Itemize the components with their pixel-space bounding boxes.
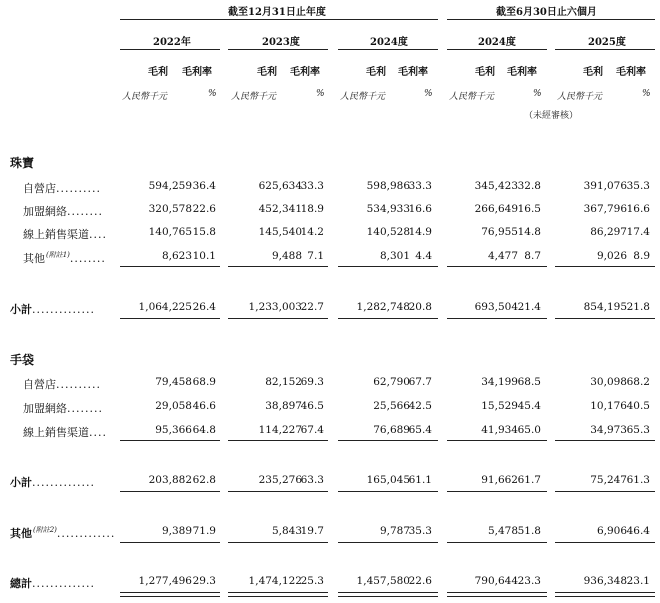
others-rule-5: [555, 542, 655, 543]
table-cell: 4,477: [487, 250, 518, 262]
footnote-ref: (附註1): [46, 251, 70, 260]
table-cell: 936,348: [583, 575, 627, 587]
table-cell: 594,259: [148, 180, 192, 192]
total-double-rule-2: [228, 592, 328, 597]
year-header-2023: 2023度: [262, 37, 300, 48]
subtotal-rule-2: [228, 266, 328, 267]
total-double-rule-3: [338, 592, 438, 597]
table-cell: 61.1: [408, 474, 432, 486]
col-header-margin: 毛利率: [507, 67, 537, 78]
table-cell: 91,662: [481, 474, 518, 486]
section-title: 手袋: [10, 353, 35, 367]
subtotal-under-rule-1: [120, 318, 220, 319]
total-double-rule-1: [120, 592, 220, 597]
subtotal-label-text: 小計: [10, 476, 32, 489]
year-rule-4: [447, 49, 547, 50]
table-cell: 67.4: [300, 424, 324, 436]
col-header-margin: 毛利率: [616, 67, 646, 78]
table-cell: 79,458: [155, 376, 192, 388]
col-header-margin: 毛利率: [290, 67, 320, 78]
table-cell: 71.9: [192, 525, 216, 537]
unit-percent: %: [424, 89, 433, 99]
subtotal-rule-3: [338, 440, 438, 441]
table-cell: 6,906: [596, 525, 627, 537]
table-cell: 34,199: [481, 376, 518, 388]
table-cell: 16.5: [517, 203, 541, 215]
table-cell: 33.3: [408, 180, 432, 192]
table-cell: 26.4: [192, 301, 216, 313]
period-six-month-header: 截至6月30日止六個月: [496, 7, 597, 18]
table-cell: 61.3: [626, 474, 650, 486]
table-cell: 68.2: [626, 376, 650, 388]
others-rule-2: [228, 542, 328, 543]
leader-dots: ....: [89, 426, 107, 439]
year-rule-5: [555, 49, 655, 50]
table-cell: 15,529: [481, 400, 518, 412]
unit-rmb-thousands: 人民幣千元: [231, 92, 277, 102]
subtotal-under-rule-3: [338, 318, 438, 319]
subtotal-label: [10, 301, 95, 317]
table-cell: 7.1: [307, 250, 324, 262]
table-cell: 625,634: [258, 180, 302, 192]
col-header-profit: 毛利: [148, 67, 168, 78]
table-cell: 16.6: [408, 203, 432, 215]
col-header-profit: 毛利: [583, 67, 603, 78]
table-cell: 367,796: [583, 203, 627, 215]
col-header-profit: 毛利: [366, 67, 386, 78]
subtotal-under-rule-1: [120, 491, 220, 492]
unit-rmb-thousands: 人民幣千元: [449, 92, 495, 102]
table-cell: 76,955: [481, 226, 518, 238]
table-cell: 29.3: [192, 575, 216, 587]
leader-dots: .............: [56, 527, 116, 540]
row-label-text: 加盟網絡: [23, 402, 67, 415]
period-year-header: 截至12月31日止年度: [228, 7, 326, 18]
table-cell: 62,790: [373, 376, 410, 388]
unit-rmb-thousands: 人民幣千元: [340, 92, 386, 102]
table-cell: 17.4: [626, 226, 650, 238]
row-label: [23, 203, 103, 219]
table-cell: 140,765: [148, 226, 192, 238]
table-cell: 203,882: [148, 474, 192, 486]
table-cell: 8.9: [633, 250, 650, 262]
table-cell: 69.3: [300, 376, 324, 388]
table-cell: 25.3: [300, 575, 324, 587]
table-cell: 598,986: [366, 180, 410, 192]
table-cell: 4.4: [415, 250, 432, 262]
table-cell: 1,474,122: [248, 575, 302, 587]
subtotal-label-text: 小計: [10, 303, 32, 316]
subtotal-label: [10, 474, 95, 490]
subtotal-rule-4: [447, 266, 547, 267]
table-cell: 1,233,003: [248, 301, 302, 313]
table-cell: 33.3: [300, 180, 324, 192]
table-cell: 1,064,225: [138, 301, 192, 313]
table-cell: 38,897: [265, 400, 302, 412]
row-label: [23, 424, 107, 440]
subtotal-under-rule-5: [555, 318, 655, 319]
table-cell: 62.8: [192, 474, 216, 486]
table-cell: 46.6: [192, 400, 216, 412]
row-label: [23, 376, 101, 392]
table-cell: 1,282,748: [356, 301, 410, 313]
table-cell: 8,301: [379, 250, 410, 262]
unit-percent: %: [316, 89, 325, 99]
table-cell: 266,649: [474, 203, 518, 215]
subtotal-under-rule-5: [555, 491, 655, 492]
table-cell: 32.8: [517, 180, 541, 192]
table-cell: 67.7: [408, 376, 432, 388]
table-cell: 854,195: [583, 301, 627, 313]
table-cell: 46.5: [300, 400, 324, 412]
table-cell: 790,644: [474, 575, 518, 587]
table-cell: 18.9: [300, 203, 324, 215]
unit-rmb-thousands: 人民幣千元: [557, 92, 603, 102]
table-cell: 10,176: [590, 400, 627, 412]
subtotal-rule-2: [228, 440, 328, 441]
table-cell: 5,478: [487, 525, 518, 537]
leader-dots: ..............: [32, 476, 95, 489]
section-title: 珠寶: [10, 156, 35, 170]
col-header-margin: 毛利率: [398, 67, 428, 78]
subtotal-rule-5: [555, 440, 655, 441]
table-cell: 65.3: [626, 424, 650, 436]
table-cell: 25,566: [373, 400, 410, 412]
table-cell: 534,933: [366, 203, 410, 215]
subtotal-under-rule-4: [447, 491, 547, 492]
table-cell: 9,026: [596, 250, 627, 262]
table-cell: 693,504: [474, 301, 518, 313]
table-cell: 8.7: [524, 250, 541, 262]
table-cell: 40.5: [626, 400, 650, 412]
year-header-2024-h1: 2024度: [478, 37, 516, 48]
table-cell: 76,689: [373, 424, 410, 436]
footnote-ref: (附註2): [33, 526, 57, 535]
table-cell: 63.3: [300, 474, 324, 486]
table-cell: 42.5: [408, 400, 432, 412]
table-cell: 15.8: [192, 226, 216, 238]
unit-percent: %: [208, 89, 217, 99]
col-header-profit: 毛利: [475, 67, 495, 78]
subtotal-rule-1: [120, 440, 220, 441]
others-rule-3: [338, 542, 438, 543]
year-header-2024: 2024度: [370, 37, 408, 48]
table-cell: 19.7: [300, 525, 324, 537]
year-rule-1: [120, 49, 220, 50]
leader-dots: ........: [67, 205, 103, 218]
table-cell: 30,098: [590, 376, 627, 388]
unit-rmb-thousands: 人民幣千元: [122, 92, 168, 102]
others-rule-1: [120, 542, 220, 543]
table-cell: 82,152: [265, 376, 302, 388]
table-cell: 8,623: [161, 250, 192, 262]
total-label: [10, 575, 95, 591]
table-cell: 320,578: [148, 203, 192, 215]
table-cell: 86,297: [590, 226, 627, 238]
table-cell: 35.3: [626, 180, 650, 192]
table-cell: 14.8: [517, 226, 541, 238]
table-cell: 22.6: [192, 203, 216, 215]
table-cell: 75,247: [590, 474, 627, 486]
table-cell: 34,973: [590, 424, 627, 436]
leader-dots: ..........: [56, 182, 101, 195]
table-cell: 345,423: [474, 180, 518, 192]
table-cell: 22.7: [300, 301, 324, 313]
year-header-2025-h1: 2025度: [588, 37, 626, 48]
table-cell: 41,934: [481, 424, 518, 436]
table-cell: 95,366: [155, 424, 192, 436]
unit-percent: %: [642, 89, 651, 99]
others-label-text: 其他: [10, 527, 32, 540]
table-cell: 46.4: [626, 525, 650, 537]
row-label: [23, 400, 103, 416]
row-label-text: 其他: [23, 252, 45, 265]
table-cell: 65.4: [408, 424, 432, 436]
unaudited-note: （未經審核）: [524, 111, 579, 121]
total-double-rule-4: [447, 592, 547, 597]
period-year-rule: [120, 19, 438, 20]
table-cell: 452,341: [258, 203, 302, 215]
table-cell: 68.9: [192, 376, 216, 388]
subtotal-rule-5: [555, 266, 655, 267]
table-cell: 1,457,580: [356, 575, 410, 587]
row-label-text: 自營店: [23, 182, 56, 195]
table-cell: 391,076: [583, 180, 627, 192]
year-rule-2: [228, 49, 328, 50]
table-cell: 68.5: [517, 376, 541, 388]
table-cell: 165,045: [366, 474, 410, 486]
table-cell: 22.6: [408, 575, 432, 587]
row-label: [23, 180, 101, 196]
table-cell: 14.9: [408, 226, 432, 238]
table-cell: 65.0: [517, 424, 541, 436]
total-label-text: 總計: [10, 577, 32, 590]
leader-dots: ....: [89, 228, 107, 241]
period-six-rule: [447, 19, 655, 20]
row-label-text: 線上銷售渠道: [23, 426, 89, 439]
table-cell: 10.1: [192, 250, 216, 262]
subtotal-under-rule-3: [338, 491, 438, 492]
table-cell: 9,389: [161, 525, 192, 537]
row-label-text: 線上銷售渠道: [23, 228, 89, 241]
col-header-margin: 毛利率: [182, 67, 212, 78]
subtotal-under-rule-2: [228, 318, 328, 319]
table-cell: 20.8: [408, 301, 432, 313]
unit-percent: %: [533, 89, 542, 99]
table-cell: 140,528: [366, 226, 410, 238]
subtotal-rule-4: [447, 440, 547, 441]
table-cell: 114,227: [258, 424, 302, 436]
table-cell: 9,488: [271, 250, 302, 262]
subtotal-under-rule-4: [447, 318, 547, 319]
table-cell: 29,058: [155, 400, 192, 412]
leader-dots: ........: [69, 252, 106, 265]
row-label-text: 自營店: [23, 378, 56, 391]
table-cell: 36.4: [192, 180, 216, 192]
leader-dots: ..........: [56, 378, 101, 391]
table-cell: 1,277,496: [138, 575, 192, 587]
row-label: [23, 226, 107, 242]
table-cell: 51.8: [517, 525, 541, 537]
subtotal-rule-1: [120, 266, 220, 267]
leader-dots: ..............: [32, 303, 95, 316]
row-label-text: 加盟網絡: [23, 205, 67, 218]
year-header-2022: 2022年: [153, 37, 191, 48]
table-cell: 23.1: [626, 575, 650, 587]
subtotal-rule-3: [338, 266, 438, 267]
table-cell: 21.8: [626, 301, 650, 313]
table-cell: 145,540: [258, 226, 302, 238]
table-cell: 235,276: [258, 474, 302, 486]
table-cell: 5,843: [271, 525, 302, 537]
table-cell: 64.8: [192, 424, 216, 436]
others-label: [10, 525, 115, 541]
table-cell: 14.2: [300, 226, 324, 238]
row-label: [23, 250, 106, 266]
table-cell: 21.4: [517, 301, 541, 313]
table-cell: 23.3: [517, 575, 541, 587]
col-header-profit: 毛利: [257, 67, 277, 78]
leader-dots: ..............: [32, 577, 95, 590]
leader-dots: ........: [67, 402, 103, 415]
table-cell: 35.3: [408, 525, 432, 537]
subtotal-under-rule-2: [228, 491, 328, 492]
table-cell: 9,787: [379, 525, 410, 537]
table-cell: 45.4: [517, 400, 541, 412]
table-cell: 61.7: [517, 474, 541, 486]
table-cell: 16.6: [626, 203, 650, 215]
year-rule-3: [338, 49, 438, 50]
total-double-rule-5: [555, 592, 655, 597]
others-rule-4: [447, 542, 547, 543]
